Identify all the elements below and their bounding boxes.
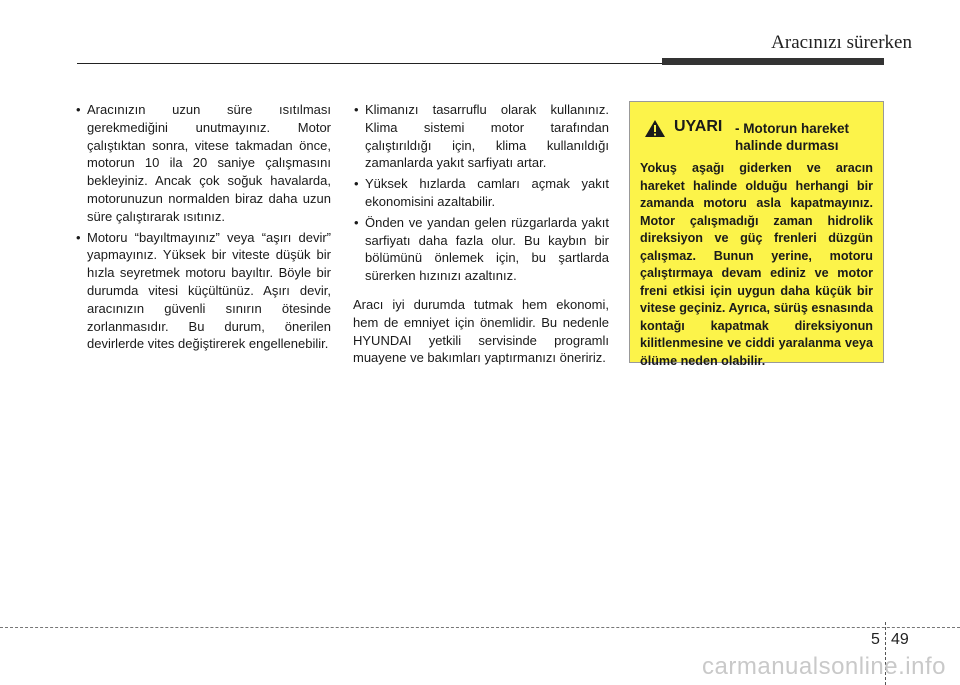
bullet-air-conditioning: • Klimanızı tasarruflu olarak kullanınız. Klima sistemi motor tarafından çalıştırıldığı için, klima kullanıldığı zamanlarda yakıt sarfiyatı artar.: [353, 101, 609, 172]
warning-triangle-icon: [644, 119, 666, 138]
header-rule: [77, 63, 662, 64]
maintenance-paragraph: Aracı iyi durumda tutmak hem ekonomi, hem de emniyet için önemlidir. Bu nedenle HYUNDAI yetkili servisinde programlı muayene ve bakımları yaptırmanızı öneririz.: [353, 296, 609, 366]
warning-box: [629, 101, 884, 368]
warning-body: Yokuş aşağı giderken ve aracın hareket halinde olduğu herhangi bir zamanda motoru asla kapatmayınız. Motor çalışmadığı zaman hidrolik direksiyon ve güç frenleri düzgün çalışmaz. Bunun yerine, motoru çalıştırmaya devam ediniz ve motor freni etkisi için uygun daha küçük bir vitese geçiniz. Ayrıca, sürüş esnasında kontağı kapatmak direksiyonun kilitlenmesine ve ciddi yaralanma veya ölüme neden olabilir.: [640, 161, 873, 368]
bullet-windows: • Yüksek hızlarda camları açmak yakıt ekonomisini azaltabilir.: [353, 175, 609, 211]
left-bullet-list: [75, 101, 331, 353]
bullet-engine-lugging: • Motoru “bayıltmayınız” veya “aşırı devir” yapmayınız. Yüksek bir viteste düşük bir hızla seyretmek motoru bayıltır. Böyle bir durumda vitesi küçültünüz. Aşırı devir, aracınızın güvenli sınırın ötesinde zorlanmasıdır. Bu durum, önerilen devirlerde vites değiştirerek engellenebilir.: [75, 229, 331, 354]
bullet-wind: • Önden ve yandan gelen rüzgarlarda yakıt sarfiyatı daha fazla olur. Bu kaybın bir bölümünü önlemek için, bu şartlarda sürerken hızınızı azaltınız.: [353, 214, 609, 285]
header-rule-accent: [662, 58, 884, 65]
warning-label: UYARI: [674, 118, 723, 135]
left-column: [75, 101, 331, 356]
bullet-warm-up: • Aracınızın uzun süre ısıtılması gerekmediğini unutmayınız. Motor çalıştıktan sonra, vitese takmadan önce, motorun 10 ila 20 saniye çalışmasını bekleyiniz. Ancak çok soğuk havalarda, motorunuzun normalden biraz daha uzun süre çalıştırarak ısıtınız.: [75, 101, 331, 226]
warning-title: - Motorun hareket halinde durması: [735, 121, 850, 153]
right-bullet-list: [353, 101, 609, 285]
footer-rule: [0, 627, 960, 628]
section-title: Aracınızı sürerken: [771, 32, 912, 53]
warning-header: [640, 116, 873, 154]
watermark: carmanualsonline.info: [702, 653, 946, 680]
page-number: 49: [891, 631, 909, 648]
chapter-number: 5: [871, 631, 880, 648]
right-column: [353, 101, 609, 367]
